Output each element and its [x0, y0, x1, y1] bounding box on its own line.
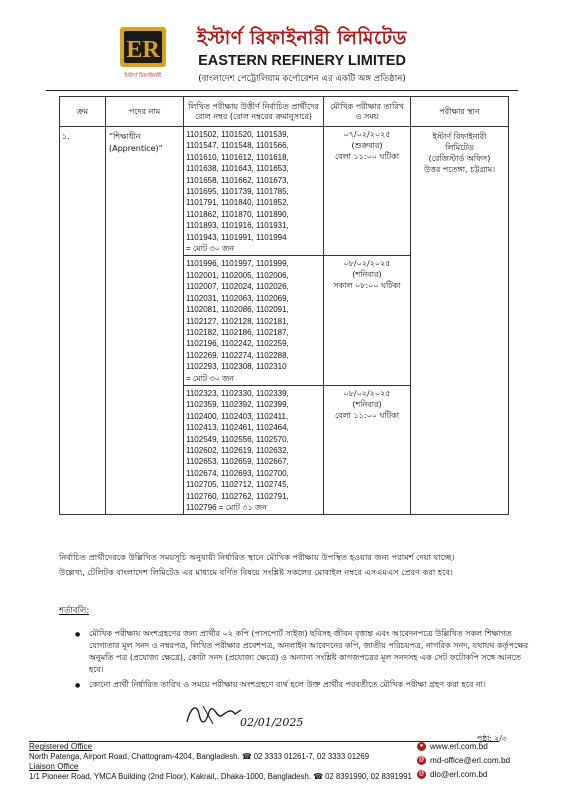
interview-date-group-1 — [324, 127, 411, 256]
table-row — [60, 127, 509, 256]
roll-number-line: 1101862, 1101870, 1101890, — [186, 209, 289, 219]
roll-number-line: 1102400, 1102403, 1102411, — [186, 411, 289, 421]
date-text: ০৭/০২/২০২৫ — [343, 130, 391, 139]
venue-line: উত্তর পতেঙ্গা, চট্টগ্রাম। — [423, 165, 496, 174]
day-text: (শনিবার) — [352, 270, 382, 280]
time-text: বেলা ১১:০০ ঘটিকা — [334, 410, 400, 420]
phone-icon: ☎ — [241, 752, 252, 761]
liaison-office-address: 1/1 Pioneer Road, YMCA Building (2nd Floor), Kakrail,. Dhaka-1000, Bangladesh. — [29, 772, 312, 781]
md-email-link[interactable]: md-office@erl.com.bd — [430, 756, 511, 765]
registered-office-phones: 02 3333 01261-7, 02 3333 01269 — [253, 752, 370, 761]
header-venue: পরীক্ষার স্থান — [411, 97, 509, 127]
phone-icon: ☎ — [313, 772, 323, 781]
roll-number-line: 1102293, 1102308, 1102310 — [186, 362, 287, 372]
dlo-email-link[interactable]: dlo@erl.com.bd — [430, 770, 488, 779]
registered-office-line — [29, 752, 369, 762]
interview-schedule-table — [59, 96, 509, 515]
roll-number-line: 1102359, 1102392, 1102399, — [186, 400, 289, 410]
interview-date-group-3 — [324, 385, 411, 514]
roll-number-line: 1101638, 1101643, 1101653, — [186, 164, 289, 174]
table-header-row — [60, 97, 509, 127]
roll-number-line: 1102674, 1102693, 1102700, — [186, 468, 289, 478]
roll-number-line: 1101996, 1101997, 1101999, — [186, 259, 289, 269]
group-total: = মোট ৩০ জন — [186, 244, 235, 254]
registered-office-address: North Patenga, Airport Road, Chattogram-4204, Bangladesh. — [29, 752, 240, 761]
day-text: (শনিবার) — [352, 399, 382, 409]
serial-cell: ১. — [60, 127, 106, 515]
time-text: সকাল ০৮:০০ ঘটিকা — [333, 281, 401, 291]
company-name-bengali: ইস্টার্ণ রিফাইনারী লিমিটেড — [197, 27, 407, 49]
roll-number-line: 1102081, 1102086, 1102091, — [186, 305, 289, 315]
roll-list-group-3 — [184, 385, 324, 514]
roll-number-line: 1101547, 1101548, 1101566, — [186, 141, 289, 151]
venue-line: ইস্টার্ণ রিফাইনারী — [432, 132, 487, 141]
roll-number-line: 1102031, 1102063, 1102069, — [186, 293, 289, 303]
roll-list-group-1 — [184, 127, 324, 256]
liaison-office-heading: Liaison Office — [29, 762, 79, 771]
website-link[interactable]: www.erl.com.bd — [430, 742, 488, 751]
venue-cell — [411, 127, 509, 515]
dlo-email-contact[interactable] — [417, 770, 487, 779]
notice-paragraph — [59, 550, 519, 580]
interview-date-group-2 — [324, 256, 411, 385]
roll-number-line: 1102127, 1102128, 1102181, — [186, 316, 289, 326]
time-text: বেলা ১১:০০ ঘটিকা — [334, 152, 400, 161]
logo-caption: ইস্টার্ণ রিফাইনারী — [124, 73, 162, 79]
company-subtitle: (বাংলাদেশ পেট্রোলিয়াম কর্পোরেশন এর একটি অঙ্গ প্রতিষ্ঠান) — [198, 74, 406, 84]
email-icon: @ — [418, 757, 425, 763]
roll-number-line: 1102413, 1102461, 1102464, — [186, 423, 289, 433]
roll-number-line: 1102196, 1102242, 1102259, — [186, 339, 289, 349]
roll-number-line: 1101658, 1101662, 1101673, — [186, 175, 289, 185]
group-total: = মোট ৩০ জন — [186, 373, 235, 383]
roll-number-line: 1102001, 1102005, 1102006, — [186, 270, 289, 280]
liaison-office-phones: 02 8391990, 02 8391991 — [325, 772, 412, 781]
roll-number-line: 1101695, 1101739, 1101785, — [186, 187, 289, 197]
roll-number-line: 1101502, 1101520, 1101539, — [186, 130, 289, 139]
venue-line: (রেজিস্টার্ড অফিস) — [428, 154, 491, 163]
roll-number-line: 1102760, 1102762, 1102791, — [186, 491, 289, 501]
header-interview-date: মৌখিক পরীক্ষার তারিখ ও সময় — [324, 97, 411, 127]
roll-number-line: 1101610, 1101612, 1101618, — [186, 152, 289, 162]
condition-item: ● কোনো প্রার্থী নির্ধারিত তারিখ ও সময়ে পরীক্ষায় অংশগ্রহণে ব্যর্থ হলে উক্ত প্রার্থীর পরবর্তীতে মৌখিক পরীক্ষা গ্রহণ করা হবে না। — [89, 679, 529, 691]
company-name-english: EASTERN REFINERY LIMITED — [198, 53, 406, 69]
roll-number-line: 1102653, 1102659, 1102667, — [186, 457, 289, 467]
roll-number-line: 1102182, 1102186, 1102187, — [186, 327, 289, 337]
day-text: (শুক্রবার) — [351, 141, 383, 150]
company-logo — [117, 25, 169, 83]
conditions-list — [59, 628, 529, 694]
logo-monogram: ER — [126, 37, 160, 63]
roll-number-line: 1102007, 1102024, 1102026, — [186, 282, 289, 292]
conditions-title: শর্তাবলি: — [59, 606, 90, 616]
header-divider — [46, 90, 518, 91]
md-email-contact[interactable] — [417, 756, 510, 765]
roll-number-line: 1101893, 1101916, 1101931, — [186, 221, 289, 231]
venue-line: লিমিটেড — [445, 143, 474, 152]
roll-number-line: 1102705, 1102712, 1102745, — [186, 480, 289, 490]
notice-line: উল্লেখ্য, টেলিটক বাংলাদেশ লিমিটেড এর মাধ্যমে বর্ণিত বিষয়ে সংশ্লিষ্ট সকলের মোবাইল নম্বরে এসএমএস প্রেরণ করা হবে। — [59, 567, 453, 577]
registered-office-heading: Registered Office — [29, 742, 93, 751]
date-text: ০৮/০২/২০২৫ — [343, 388, 391, 398]
header-serial: ক্রম — [60, 97, 106, 127]
notice-line: নির্বাচিত প্রার্থীদেরকে উল্লিখিত সময়সূচি অনুযায়ী নির্ধারিত স্থানে মৌখিক পরীক্ষায় উপস্থিত হওয়ার জন্য পরামর্শ দেয়া যাচ্ছে। — [59, 552, 455, 562]
roll-number-line: 1101791, 1101840, 1101852, — [186, 198, 289, 208]
signature-date: 02/01/2025 — [240, 716, 304, 729]
date-text: ০৮/০২/২০২৫ — [343, 259, 391, 269]
liaison-office-line — [29, 772, 412, 782]
email-icon: @ — [418, 771, 425, 777]
website-contact[interactable] — [417, 742, 488, 751]
post-name-cell: “শিক্ষাধীন (Apprentice)” — [106, 127, 184, 515]
roll-number-line: 1102323, 1102330, 1102339, — [186, 388, 289, 398]
header-roll-numbers: লিখিত পরীক্ষায় উত্তীর্ণ নির্বাচিত প্রার্থীদের রোল নম্বর (রোল নম্বরের ক্রমানুসারে) — [184, 97, 324, 127]
group-total: 1102796 = মোট ৩১ জন — [186, 503, 267, 512]
roll-list-group-2 — [184, 256, 324, 385]
roll-number-line: 1102269, 1102274, 1102288, — [186, 350, 289, 360]
roll-number-line: 1102549, 1102556, 1102570, — [186, 434, 289, 444]
condition-item: ● মৌখিক পরীক্ষায় অংশগ্রহণের জন্য প্রার্থীর ০২ কপি (পাসপোর্ট সাইজ) ছবিসহ জীবন বৃত্তান্ত এবং আবেদনপত্রে উল্লিখিত সকল শিক্ষাগত যোগ্যতার মূল সনদ ও নম্বরপত্র, লিখিত পরীক্ষার প্রবেশপত্র, অনলাইন আবেদনের কপি, জাতীয় পরিচয়পত্র, নাগরিক সনদ, যথাযথ কর্তৃপক্ষের অনুমতি পত্র (প্রযোজ্য ক্ষেত্রে), কোটা সনদ (প্রযোজ্য ক্ষেত্রে) ও অন্যান্য সংশ্লিষ্ট কাগজপত্রের মূল সনদসহ এক সেট ফটোকপি সঙ্গে আনতে হবে। — [89, 628, 529, 676]
globe-icon: ● — [417, 742, 426, 751]
page-number: পৃষ্ঠা: ২/৩ — [477, 734, 507, 743]
header-post-name: পদের নাম — [106, 97, 184, 127]
roll-number-line: 1101943, 1101991, 1101994 — [186, 232, 287, 242]
roll-number-line: 1102602, 1102619, 1102632, — [186, 445, 289, 455]
